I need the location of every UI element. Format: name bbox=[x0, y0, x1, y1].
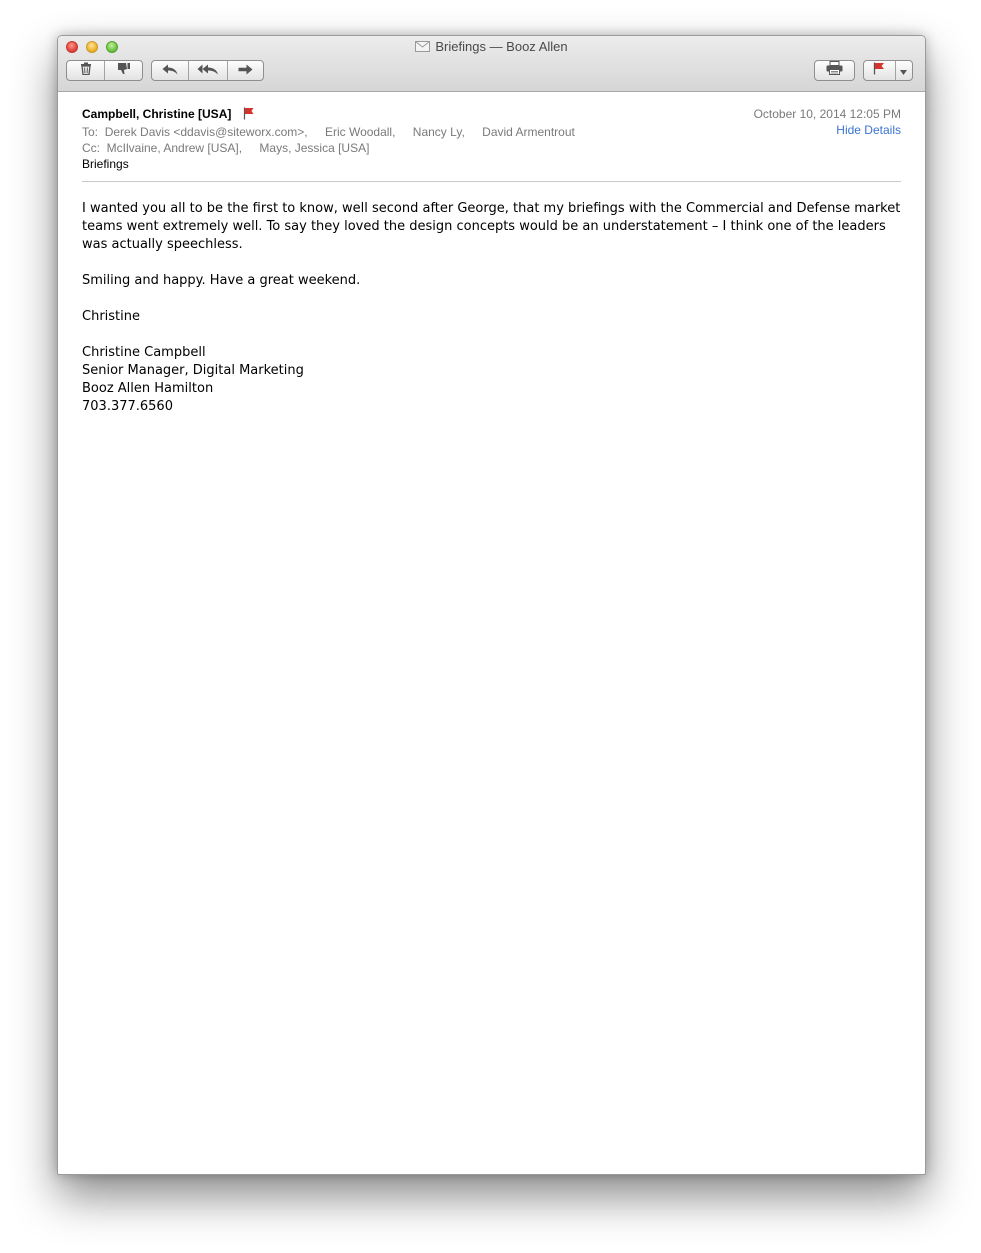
body-paragraph: I wanted you all to be the first to know, well second after George, that my briefings with the Commercial and Defense market teams went extremely well. To say they loved the design concepts would be an understatement – I think one of the leaders was actually speechless. bbox=[82, 201, 901, 252]
cc-line bbox=[82, 140, 901, 156]
trash-icon bbox=[80, 62, 92, 80]
header-divider bbox=[82, 181, 901, 182]
to-line bbox=[82, 124, 901, 140]
signoff: Christine bbox=[82, 309, 140, 324]
title-bar bbox=[58, 36, 925, 92]
reply-button-group bbox=[151, 60, 264, 81]
flag-menu-button[interactable] bbox=[895, 61, 912, 80]
reply-all-button[interactable] bbox=[188, 61, 226, 80]
reply-button[interactable] bbox=[152, 61, 188, 80]
flag-icon bbox=[873, 62, 885, 80]
flag-button-group bbox=[863, 60, 913, 81]
window-title-area bbox=[58, 39, 925, 56]
flag-button[interactable] bbox=[864, 61, 895, 80]
message-date: October 10, 2014 12:05 PM bbox=[753, 107, 901, 121]
hide-details-link[interactable]: Hide Details bbox=[836, 123, 901, 137]
reply-all-icon bbox=[197, 62, 219, 80]
signature-title: Senior Manager, Digital Marketing bbox=[82, 363, 304, 378]
printer-icon bbox=[826, 61, 843, 80]
signature-company: Booz Allen Hamilton bbox=[82, 381, 214, 396]
reply-icon bbox=[162, 62, 178, 80]
signature-phone: 703.377.6560 bbox=[82, 399, 173, 414]
thumbs-down-icon bbox=[117, 62, 131, 80]
window-title: Briefings — Booz Allen bbox=[435, 39, 568, 54]
recipient[interactable]: Derek Davis <ddavis@siteworx.com>, bbox=[104, 125, 308, 139]
cc-label: Cc: bbox=[82, 141, 100, 155]
cc-recipient[interactable]: McIlvaine, Andrew [USA], bbox=[106, 141, 243, 155]
sender-name[interactable]: Campbell, Christine [USA] bbox=[82, 107, 232, 121]
print-button[interactable] bbox=[814, 60, 855, 81]
chevron-down-icon bbox=[900, 62, 907, 80]
to-label: To: bbox=[82, 125, 99, 139]
mail-window bbox=[57, 35, 926, 1175]
signature-name: Christine Campbell bbox=[82, 345, 206, 360]
subject-line: Briefings bbox=[82, 157, 129, 171]
message-header bbox=[82, 106, 901, 172]
delete-button[interactable] bbox=[67, 61, 104, 80]
body-paragraph: Smiling and happy. Have a great weekend. bbox=[82, 273, 361, 288]
recipient[interactable]: David Armentrout bbox=[482, 125, 575, 139]
message-body bbox=[82, 200, 902, 416]
cc-recipient[interactable]: Mays, Jessica [USA] bbox=[259, 141, 370, 155]
forward-icon bbox=[238, 62, 253, 80]
signature-block bbox=[82, 344, 902, 416]
delete-junk-button-group bbox=[66, 60, 143, 81]
recipient[interactable]: Eric Woodall, bbox=[324, 125, 396, 139]
flag-icon bbox=[243, 107, 254, 124]
junk-button[interactable] bbox=[104, 61, 142, 80]
forward-button[interactable] bbox=[227, 61, 263, 80]
envelope-icon bbox=[415, 40, 430, 56]
recipient[interactable]: Nancy Ly, bbox=[412, 125, 465, 139]
